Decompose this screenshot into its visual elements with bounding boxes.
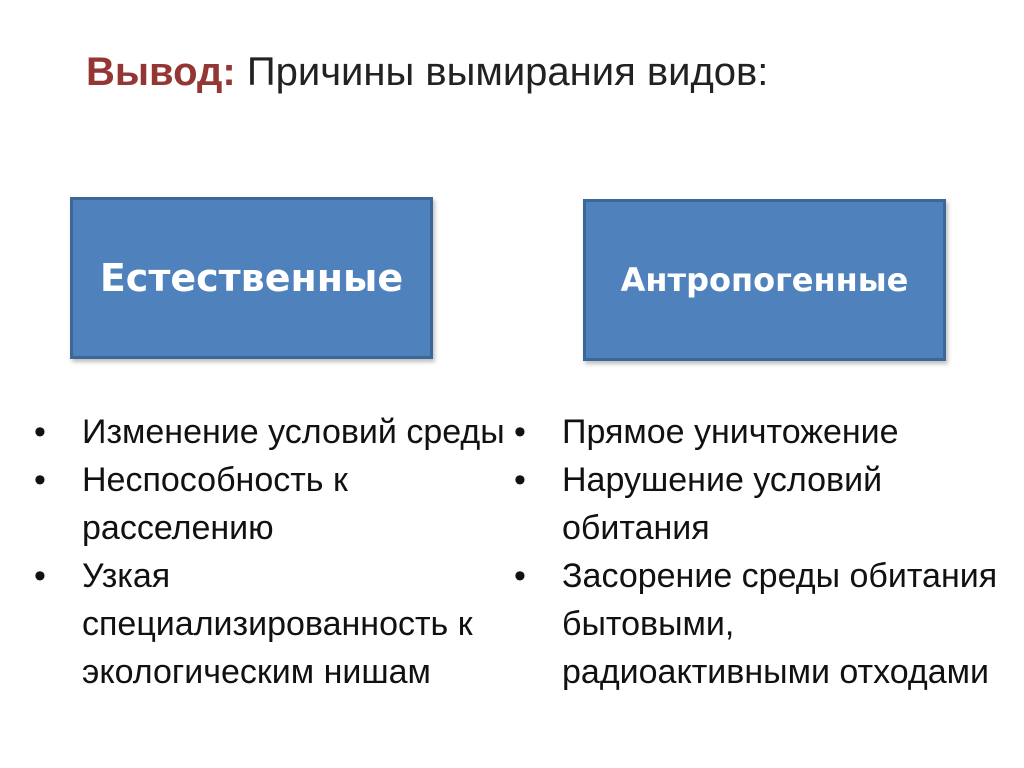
list-item (510, 552, 1010, 696)
bullet: • (34, 413, 46, 451)
list-item (30, 552, 530, 696)
list-item-text: Неспособность к расселению (82, 461, 348, 547)
anthropogenic-causes-heading: Антропогенные (620, 261, 909, 299)
list-item (510, 408, 1010, 456)
list-item-text: Нарушение условий обитания (562, 461, 883, 547)
bullet: • (514, 461, 526, 499)
anthropogenic-causes-list (510, 408, 1010, 696)
list-item-text: Засорение среды обитания бытовыми, радиоактивными отходами (562, 557, 998, 691)
natural-causes-heading: Естественные (99, 256, 404, 300)
bullet: • (34, 557, 46, 595)
list-item-text: Узкая специализированность к экологическим нишам (82, 557, 473, 691)
list-item-text: Прямое уничтожение (562, 413, 899, 451)
list-item (30, 456, 530, 552)
list-item (30, 408, 530, 456)
title-text: Причины вымирания видов: (235, 50, 769, 94)
natural-causes-list (30, 408, 530, 696)
anthropogenic-causes-box (583, 199, 946, 361)
bullet: • (514, 557, 526, 595)
list-item (510, 456, 1010, 552)
slide-title (86, 44, 768, 100)
list-item-text: Изменение условий среды (82, 413, 505, 451)
title-lead: Вывод: (86, 50, 236, 94)
natural-causes-box (70, 197, 433, 359)
bullet: • (514, 413, 526, 451)
bullet: • (34, 461, 46, 499)
